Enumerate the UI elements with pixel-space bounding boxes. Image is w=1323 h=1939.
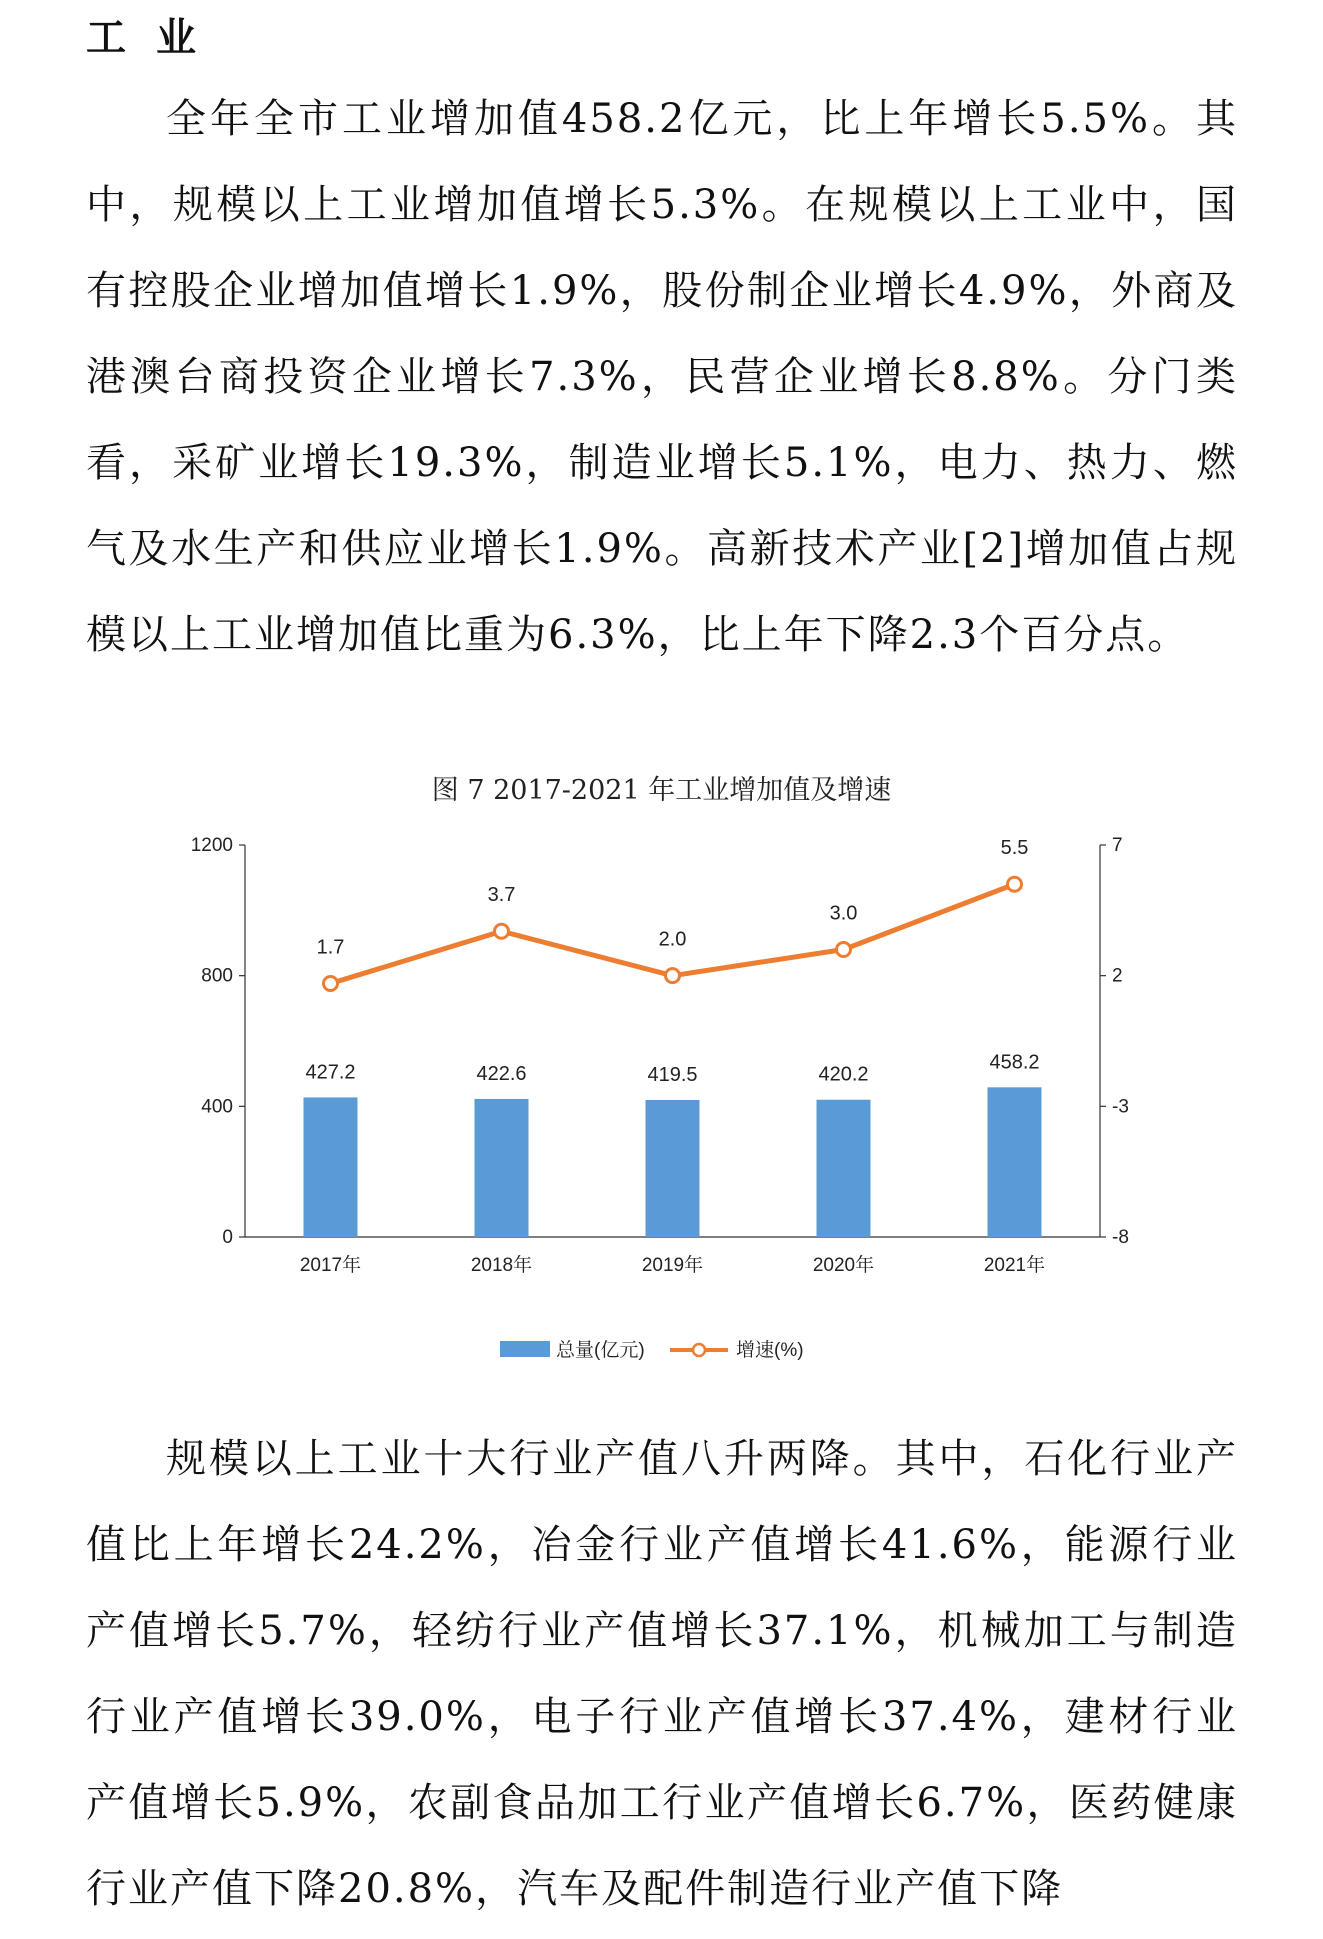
line-data-label: 3.0 [829, 902, 858, 925]
y-left-tick-label: 400 [201, 1096, 233, 1118]
line-data-label: 5.5 [1000, 837, 1029, 860]
y-right-tick-label: 7 [1112, 835, 1123, 856]
line-data-label: 3.7 [487, 884, 516, 907]
line-data-label: 1.7 [316, 936, 345, 959]
paragraph-ten-industries: 规模以上工业十大行业产值八升两降。其中，石化行业产值比上年增长24.2%，冶金行业产值增长41.6%，能源行业产值增长5.7%，轻纺行业产值增长37.1%，机械加工与制造行业产值增长39.0%，电子行业产值增长37.4%，建材行业产值增长5.9%，农副食品加工行业产值增长6.7%，医药健康行业产值下降20.8%，汽车及配件制造行业产值下降 [86, 1436, 1238, 1912]
chart-industrial-value-growth [160, 818, 1129, 1398]
bar [304, 1097, 358, 1237]
legend-swatch-bar [500, 1341, 550, 1357]
x-tick-label: 2018年 [470, 1255, 533, 1276]
paragraph-industry-summary: 全年全市工业增加值458.2亿元，比上年增长5.5%。其中，规模以上工业增加值增长5.3%。在规模以上工业中，国有控股企业增加值增长1.9%，股份制企业增长4.9%，外商及港澳台商投资企业增长7.3%，民营企业增长8.8%。分门类看，采矿业增长19.3%，制造业增长5.1%，电力、热力、燃气及水生产和供应业增长1.9%。高新技术产业[2]增加值占规模以上工业增加值比重为6.3%，比上年下降2.3个百分点。 [86, 96, 1238, 658]
line-data-label: 2.0 [658, 928, 687, 951]
line-point [324, 977, 338, 991]
x-tick-label: 2021年 [983, 1255, 1046, 1276]
bar-data-label: 422.6 [476, 1062, 527, 1085]
x-tick-label: 2017年 [299, 1255, 362, 1276]
y-left-tick-label: 0 [222, 1227, 233, 1248]
y-right-tick-label: 2 [1112, 965, 1123, 987]
line-point [666, 969, 680, 983]
line-point [495, 924, 509, 938]
legend-swatch-marker [693, 1344, 705, 1356]
x-tick-label: 2019年 [641, 1255, 704, 1276]
bar-data-label: 420.2 [818, 1063, 869, 1086]
y-right-tick-label: -3 [1112, 1096, 1129, 1118]
y-right-tick-label: -8 [1112, 1227, 1129, 1248]
line-point [1008, 877, 1022, 891]
bar [646, 1100, 700, 1237]
x-tick-label: 2020年 [812, 1255, 875, 1276]
line-point [837, 943, 851, 957]
bar-data-label: 458.2 [989, 1051, 1040, 1074]
bar [817, 1100, 871, 1237]
y-left-tick-label: 800 [201, 965, 233, 987]
section-heading: 工业 [86, 15, 226, 61]
figure-caption: 图 7 2017-2021 年工业增加值及增速 [431, 775, 892, 806]
legend-label-line: 增速(%) [736, 1340, 804, 1361]
y-left-tick-label: 1200 [190, 835, 233, 856]
bar [988, 1087, 1042, 1237]
legend-label-bar: 总量(亿元) [556, 1340, 645, 1361]
bar-data-label: 419.5 [647, 1063, 698, 1086]
bar-data-label: 427.2 [305, 1061, 356, 1084]
bar [475, 1099, 529, 1237]
